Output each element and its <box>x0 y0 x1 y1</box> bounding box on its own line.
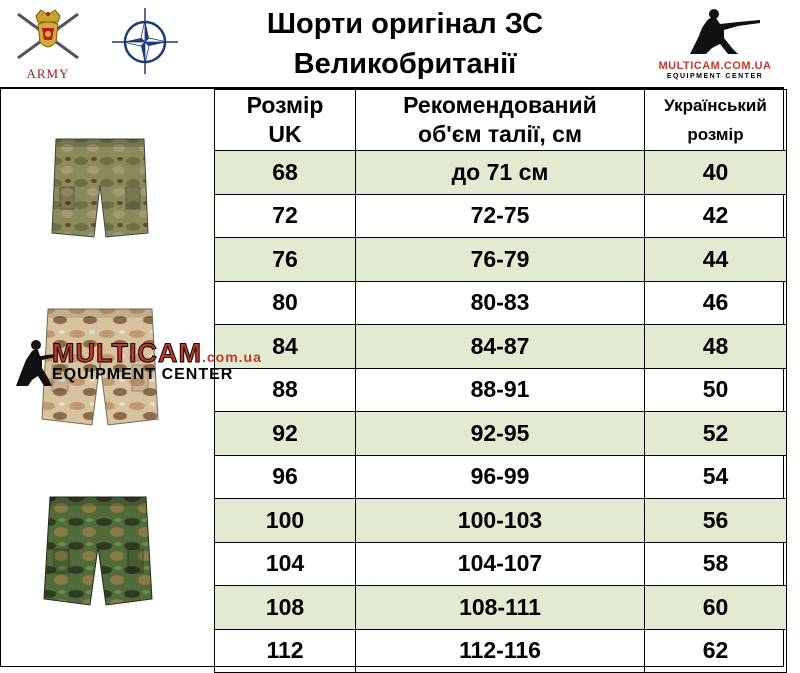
header-uk-size-line1: Розмір <box>246 92 324 118</box>
table-row <box>215 499 787 543</box>
table-row <box>215 325 787 369</box>
header-uk-size-line2: UK <box>268 121 302 147</box>
table-row <box>215 281 787 325</box>
uk-size-cell: 80 <box>215 281 356 325</box>
header <box>0 0 800 88</box>
uk-size-cell: 72 <box>215 194 356 238</box>
uk-size-cell: 76 <box>215 238 356 282</box>
header-ua-size-line2: розмір <box>687 125 744 144</box>
brand-name: MULTICAM.COM.UA <box>658 60 772 72</box>
table-row <box>215 368 787 412</box>
nato-logo <box>110 6 180 76</box>
ua-size-cell: 44 <box>645 238 787 282</box>
waist-cell: 100-103 <box>356 499 645 543</box>
ua-size-cell: 46 <box>645 281 787 325</box>
table-row <box>215 194 787 238</box>
waist-cell: 88-91 <box>356 368 645 412</box>
ua-size-cell: 42 <box>645 194 787 238</box>
waist-cell: 112-116 <box>356 629 645 673</box>
table-row <box>215 238 787 282</box>
uk-size-cell: 96 <box>215 455 356 499</box>
uk-size-cell: 68 <box>215 151 356 195</box>
page-title <box>215 4 595 84</box>
title-line-1: Шорти оригінал ЗС <box>266 8 544 40</box>
ua-size-cell: 40 <box>645 151 787 195</box>
uk-size-cell: 112 <box>215 629 356 673</box>
table-row <box>215 455 787 499</box>
waist-cell: 96-99 <box>356 455 645 499</box>
watermark-subtitle: EQUIPMENT CENTER <box>52 366 234 383</box>
uk-size-cell: 108 <box>215 586 356 630</box>
ua-size-cell: 48 <box>645 325 787 369</box>
table-row <box>215 542 787 586</box>
ua-size-cell: 50 <box>645 368 787 412</box>
uk-size-cell: 92 <box>215 412 356 456</box>
brand-subtitle: EQUIPMENT CENTER <box>666 73 764 80</box>
table-row <box>215 412 787 456</box>
waist-cell: 92-95 <box>356 412 645 456</box>
ua-size-cell: 56 <box>645 499 787 543</box>
mtp-shorts-image <box>48 133 152 243</box>
ua-size-cell: 62 <box>645 629 787 673</box>
waist-cell: 72-75 <box>356 194 645 238</box>
watermark-brand-suffix: .com.ua <box>201 349 262 365</box>
header-waist <box>356 90 645 151</box>
uk-size-cell: 88 <box>215 368 356 412</box>
table-row <box>215 586 787 630</box>
header-waist-line1: Рекомендований <box>403 92 597 118</box>
title-line-2: Великобританії <box>293 48 517 80</box>
uk-size-cell: 100 <box>215 499 356 543</box>
army-crest-icon <box>8 6 88 64</box>
ua-size-cell: 54 <box>645 455 787 499</box>
woodland-dpm-shorts-image <box>40 491 156 609</box>
ua-size-cell: 52 <box>645 412 787 456</box>
table-header-row <box>215 90 787 151</box>
waist-cell: 108-111 <box>356 586 645 630</box>
header-ua-size <box>645 90 787 151</box>
brand-logo <box>640 4 790 82</box>
waist-cell: 76-79 <box>356 238 645 282</box>
uk-size-cell: 84 <box>215 325 356 369</box>
size-table <box>214 89 787 673</box>
table-row <box>215 629 787 673</box>
army-text: ARMY <box>26 66 70 81</box>
watermark-brand-main: MULTICAM <box>52 338 202 368</box>
header-ua-size-line1: Український <box>664 96 767 115</box>
soldier-silhouette-icon <box>640 4 790 60</box>
waist-cell: 80-83 <box>356 281 645 325</box>
army-logo <box>8 6 88 82</box>
nato-star-icon <box>110 6 180 76</box>
waist-cell: до 71 см <box>356 151 645 195</box>
table-row <box>215 151 787 195</box>
waist-cell: 104-107 <box>356 542 645 586</box>
ua-size-cell: 58 <box>645 542 787 586</box>
watermark <box>12 330 292 390</box>
waist-cell: 84-87 <box>356 325 645 369</box>
uk-size-cell: 104 <box>215 542 356 586</box>
ua-size-cell: 60 <box>645 586 787 630</box>
header-uk-size <box>215 90 356 151</box>
watermark-brand <box>52 338 262 369</box>
header-waist-line2: об'єм талії, см <box>418 121 582 147</box>
